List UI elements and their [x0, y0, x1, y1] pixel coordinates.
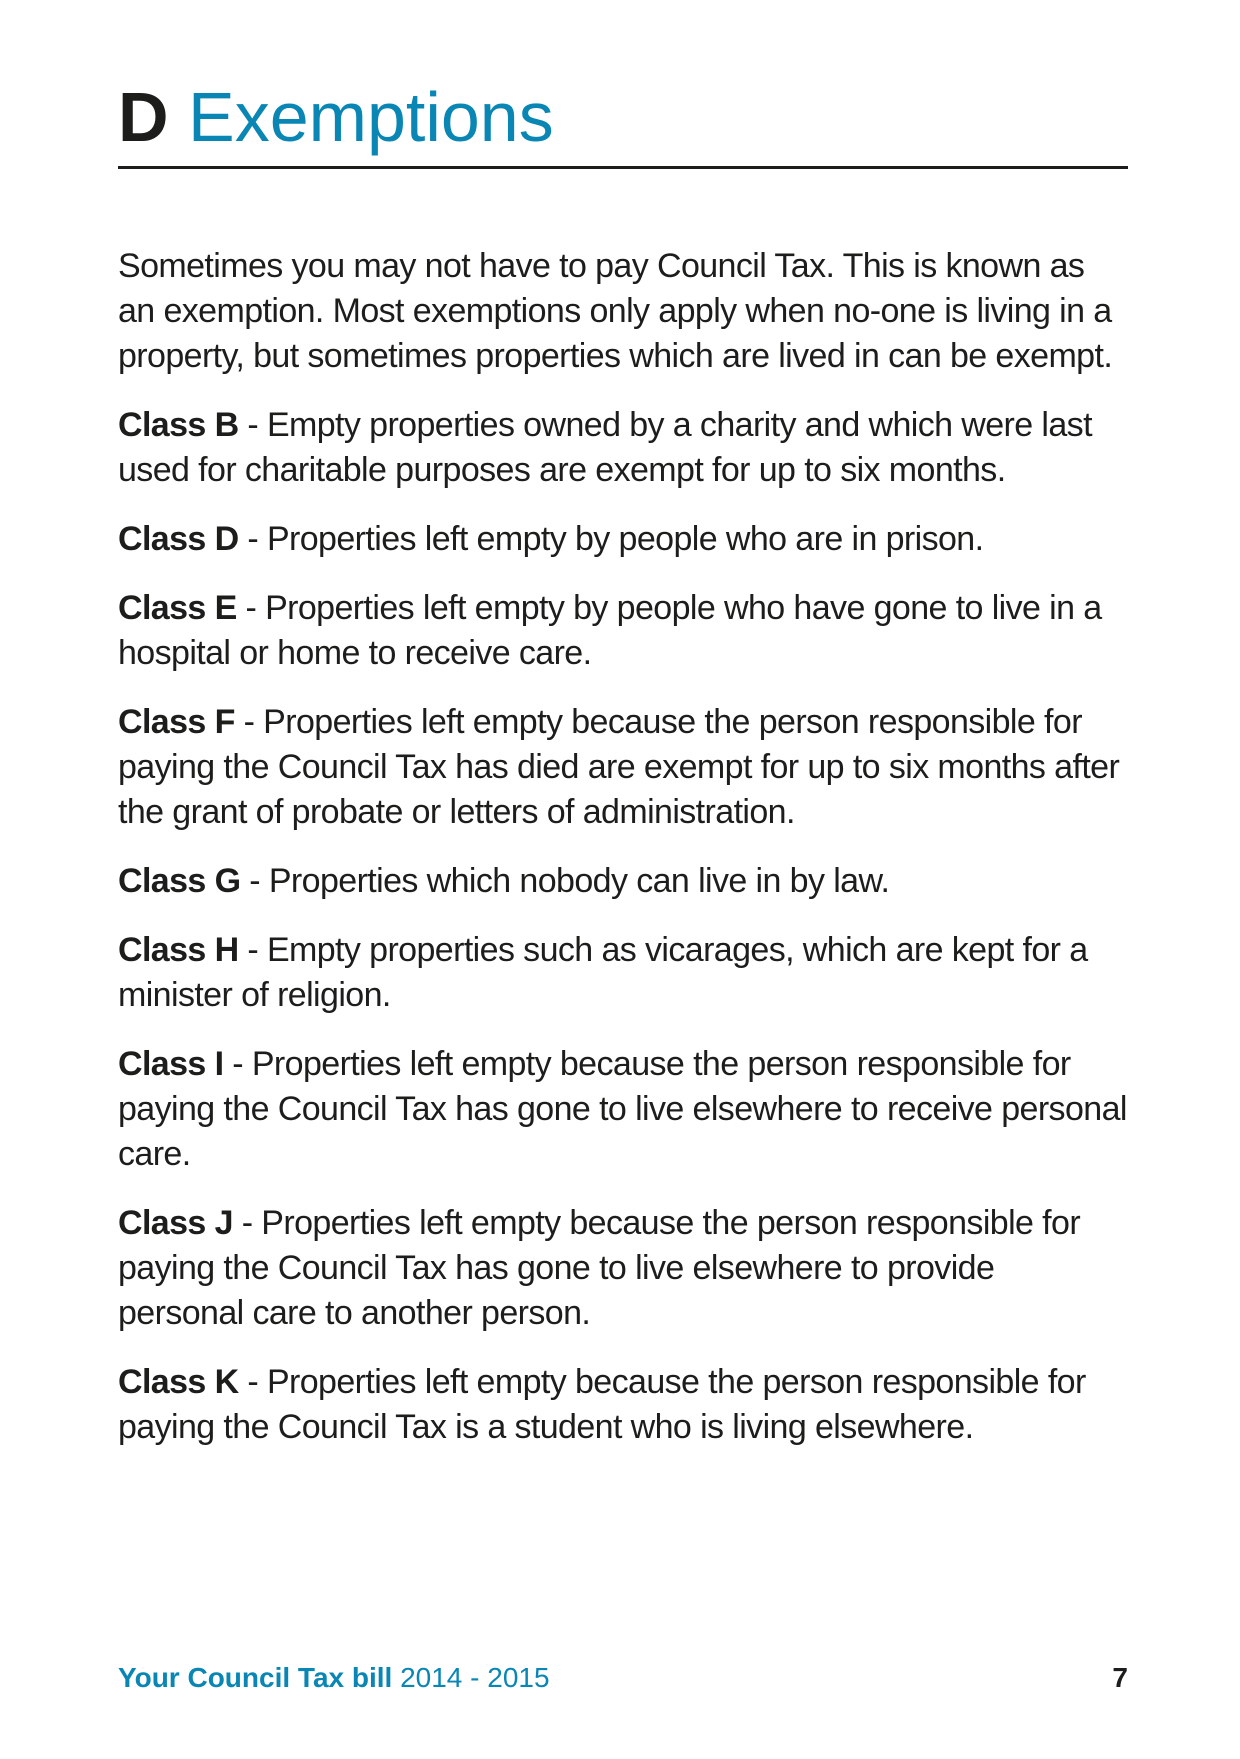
class-description: - Properties left empty because the person responsible for paying the Council Tax has died are exempt for up to six months after the grant of probate or letters of administration.	[118, 703, 1120, 831]
class-description: - Properties left empty because the person responsible for paying the Council Tax has gone to live elsewhere to provide personal care to another person.	[118, 1204, 1081, 1332]
footer-title-years: 2014 - 2015	[392, 1662, 550, 1693]
intro-paragraph: Sometimes you may not have to pay Council Tax. This is known as an exemption. Most exemptions only apply when no-one is living in a property, but sometimes properties which are lived in can be exempt.	[118, 247, 1113, 375]
class-description: - Properties left empty by people who are in prison.	[238, 520, 984, 558]
class-d-paragraph	[118, 517, 1128, 562]
class-label: Class K	[118, 1363, 239, 1401]
class-f-paragraph	[118, 700, 1128, 835]
class-label: Class E	[118, 589, 237, 627]
class-label: Class D	[118, 520, 239, 558]
footer-title-bold: Your Council Tax bill	[118, 1662, 393, 1693]
class-e-paragraph	[118, 586, 1128, 676]
class-j-paragraph	[118, 1201, 1128, 1336]
page-title	[118, 72, 554, 162]
body-content	[118, 244, 1128, 1474]
class-h-paragraph	[118, 928, 1128, 1018]
class-k-paragraph	[118, 1360, 1128, 1450]
class-b-paragraph	[118, 403, 1128, 493]
class-i-paragraph	[118, 1042, 1128, 1177]
class-description: - Properties left empty because the person responsible for paying the Council Tax is a student who is living elsewhere.	[118, 1363, 1086, 1446]
class-g-paragraph	[118, 859, 1128, 904]
class-label: Class J	[118, 1204, 233, 1242]
class-description: - Properties left empty by people who have gone to live in a hospital or home to receive care.	[118, 589, 1102, 672]
class-label: Class B	[118, 406, 239, 444]
section-title: Exemptions	[188, 78, 554, 156]
class-label: Class I	[118, 1045, 224, 1083]
class-label: Class F	[118, 703, 235, 741]
class-description: - Empty properties owned by a charity and which were last used for charitable purposes are exempt for up to six months.	[118, 406, 1092, 489]
class-description: - Empty properties such as vicarages, which are kept for a minister of religion.	[118, 931, 1088, 1014]
document-page	[118, 0, 1128, 1759]
class-label: Class G	[118, 862, 241, 900]
page-footer	[118, 1658, 1128, 1698]
class-label: Class H	[118, 931, 239, 969]
footer-title	[118, 1658, 550, 1698]
page-number: 7	[1112, 1662, 1128, 1693]
section-letter: D	[118, 78, 169, 156]
class-description: - Properties left empty because the person responsible for paying the Council Tax has gone to live elsewhere to receive personal care.	[118, 1045, 1127, 1173]
title-divider	[118, 166, 1128, 169]
class-description: - Properties which nobody can live in by law.	[240, 862, 890, 900]
